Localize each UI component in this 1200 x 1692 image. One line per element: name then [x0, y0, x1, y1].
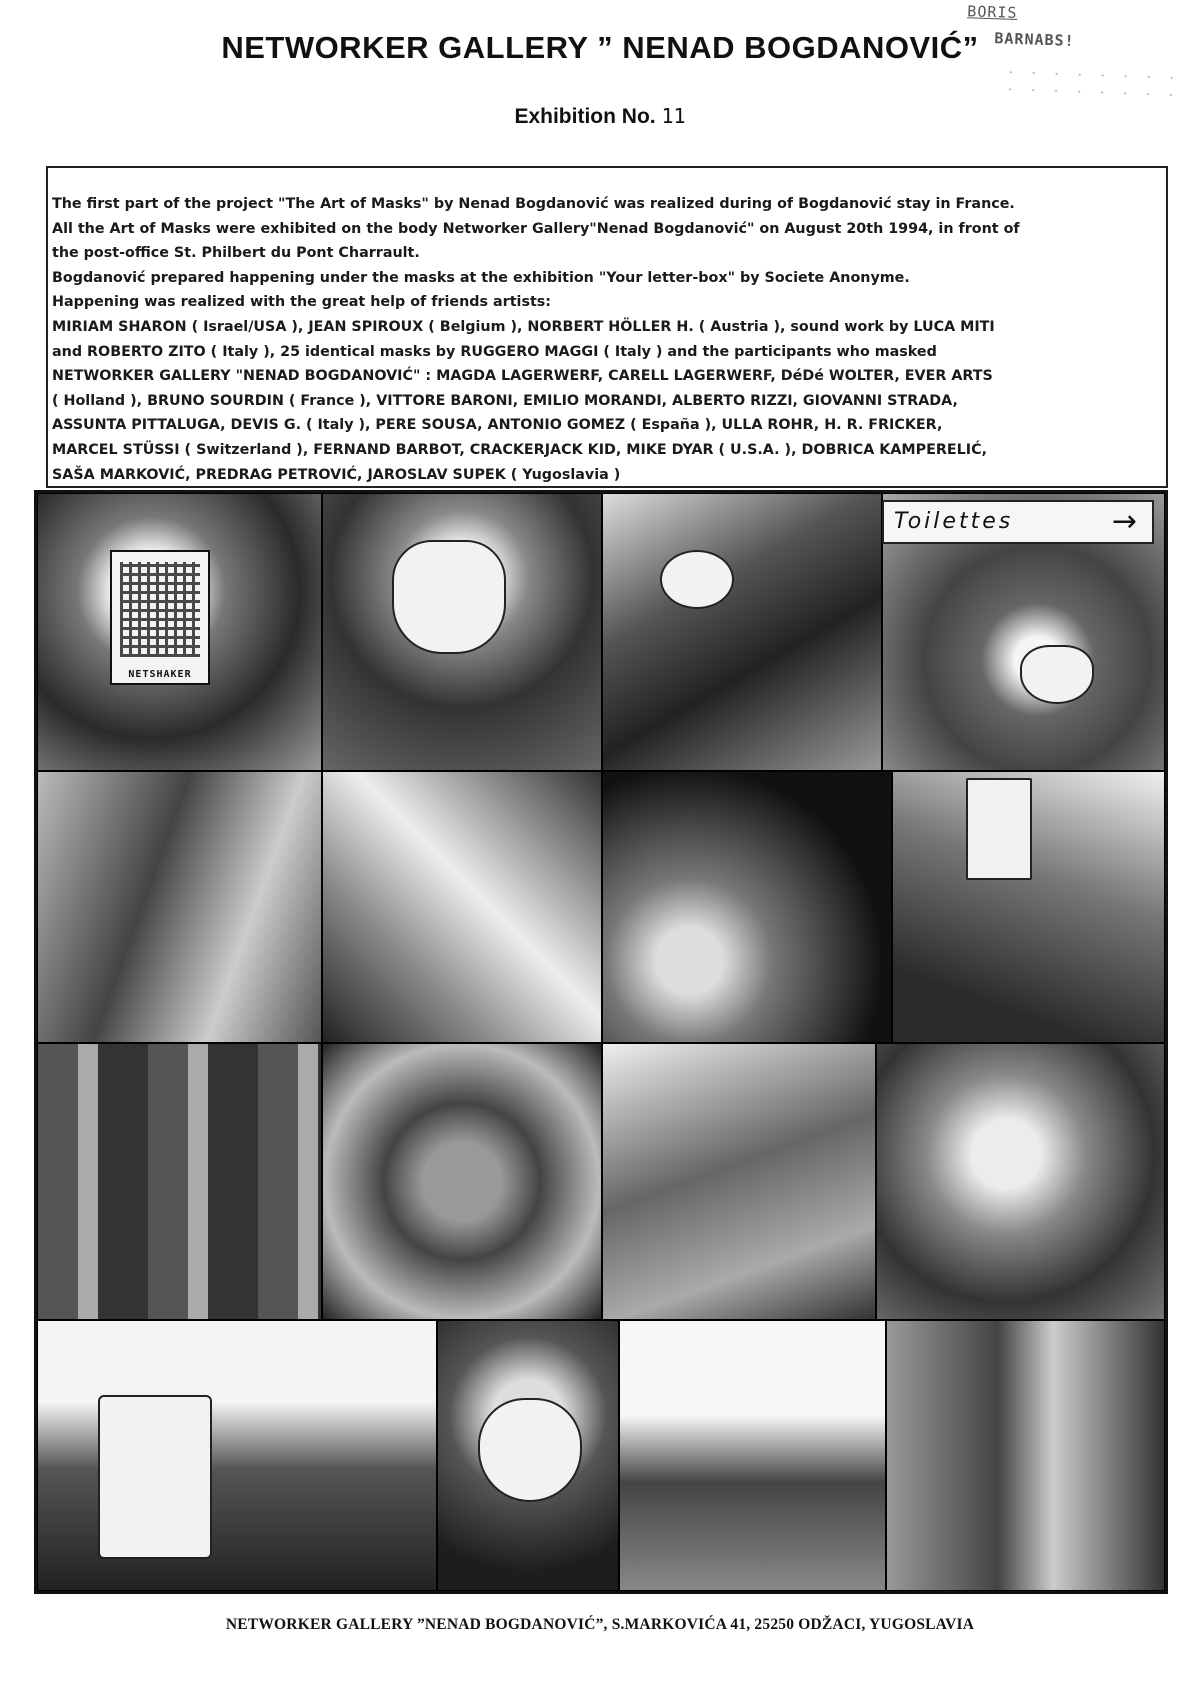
- cat-mask-shape: [1020, 645, 1094, 704]
- artist-stamp: [958, 0, 1191, 103]
- stamp-specks: [998, 63, 1179, 99]
- photo-group-masks: [37, 1043, 322, 1320]
- photo-bag-mask: [37, 1320, 437, 1591]
- flower-mask-shape: [660, 550, 734, 609]
- stamp-line-1: BORIS: [967, 2, 1018, 22]
- toilettes-sign-text: Toilettes: [894, 509, 1014, 534]
- box-head-mask-shape: [966, 778, 1032, 880]
- stamp-line-2: BARNABS!: [994, 29, 1075, 50]
- text-line: Happening was realized with the great help of friends artists:: [52, 294, 552, 311]
- document-title: NETWORKER GALLERY ” NENAD BOGDANOVIĆ”: [221, 30, 979, 65]
- bag-mask-shape: [98, 1395, 212, 1559]
- photo-tree-collage: [322, 1043, 602, 1320]
- text-line: MARCEL STÜSSI ( Switzerland ), FERNAND BARBOT, CRACKERJACK KID, MIKE DYAR ( U.S.A. ), DOBRICA KAMPERELIĆ,: [52, 441, 988, 458]
- exhibition-number: [0, 104, 1200, 129]
- text-line: and ROBERTO ZITO ( Italy ), 25 identical masks by RUGGERO MAGGI ( Italy ) and the participants who masked: [52, 343, 937, 360]
- text-line: All the Art of Masks were exhibited on the body Networker Gallery"Nenad Bogdanović" on August 20th 1994, in front of: [52, 220, 1020, 237]
- photo-flower-mask: [602, 493, 882, 771]
- exhibition-label: Exhibition No.: [514, 105, 656, 128]
- photo-building-street: [886, 1320, 1165, 1591]
- white-mask-shape: [392, 540, 506, 654]
- text-line: Bogdanović prepared happening under the masks at the exhibition "Your letter-box" by Societe Anonyme.: [52, 269, 910, 286]
- photo-man-with-cap: [619, 1320, 886, 1591]
- photo-crowd-masks: [876, 1043, 1165, 1320]
- mask-card-caption: NETSHAKER: [128, 669, 192, 680]
- mask-pattern: [120, 562, 200, 657]
- text-line: The first part of the project "The Art of Masks" by Nenad Bogdanović was realized during of Bogdanović stay in France.: [52, 196, 1015, 212]
- photo-folded-mask: [602, 1043, 876, 1320]
- text-line: ASSUNTA PITTALUGA, DEVIS G. ( Italy ), PERE SOUSA, ANTONIO GOMEZ ( España ), ULLA ROHR, H. R. FRICKER,: [52, 417, 943, 434]
- text-line: SAŠA MARKOVIĆ, PREDRAG PETROVIĆ, JAROSLAV SUPEK ( Yugoslavia ): [52, 466, 621, 483]
- photo-paper-mask-closeup: [602, 771, 892, 1043]
- exhibition-number-value: 11: [661, 104, 686, 128]
- photo-envelope-mask: [322, 771, 602, 1043]
- footer-address: NETWORKER GALLERY ”NENAD BOGDANOVIĆ”, S.MARKOVIĆA 41, 25250 ODŽACI, YUGOSLAVIA: [225, 1616, 975, 1633]
- toilettes-sign: [882, 500, 1154, 544]
- text-line: NETWORKER GALLERY "NENAD BOGDANOVIĆ" : MAGDA LAGERWERF, CARELL LAGERWERF, DéDé WOLTER, EVER ARTS: [52, 368, 993, 385]
- face-mask-shape: [478, 1398, 582, 1502]
- description-text-box: [46, 166, 1168, 488]
- netshaker-mask-card: [110, 550, 210, 685]
- text-line: the post-office St. Philbert du Pont Charrault.: [52, 245, 420, 262]
- photo-post-box: [37, 771, 322, 1043]
- text-line: MIRIAM SHARON ( Israel/USA ), JEAN SPIROUX ( Belgium ), NORBERT HÖLLER H. ( Austria ), sound work by LUCA MITI: [52, 318, 995, 335]
- text-line: ( Holland ), BRUNO SOURDIN ( France ), VITTORE BARONI, EMILIO MORANDI, ALBERTO RIZZI, GIOVANNI STRADA,: [52, 392, 958, 409]
- arrow-right-icon: →: [1111, 504, 1140, 539]
